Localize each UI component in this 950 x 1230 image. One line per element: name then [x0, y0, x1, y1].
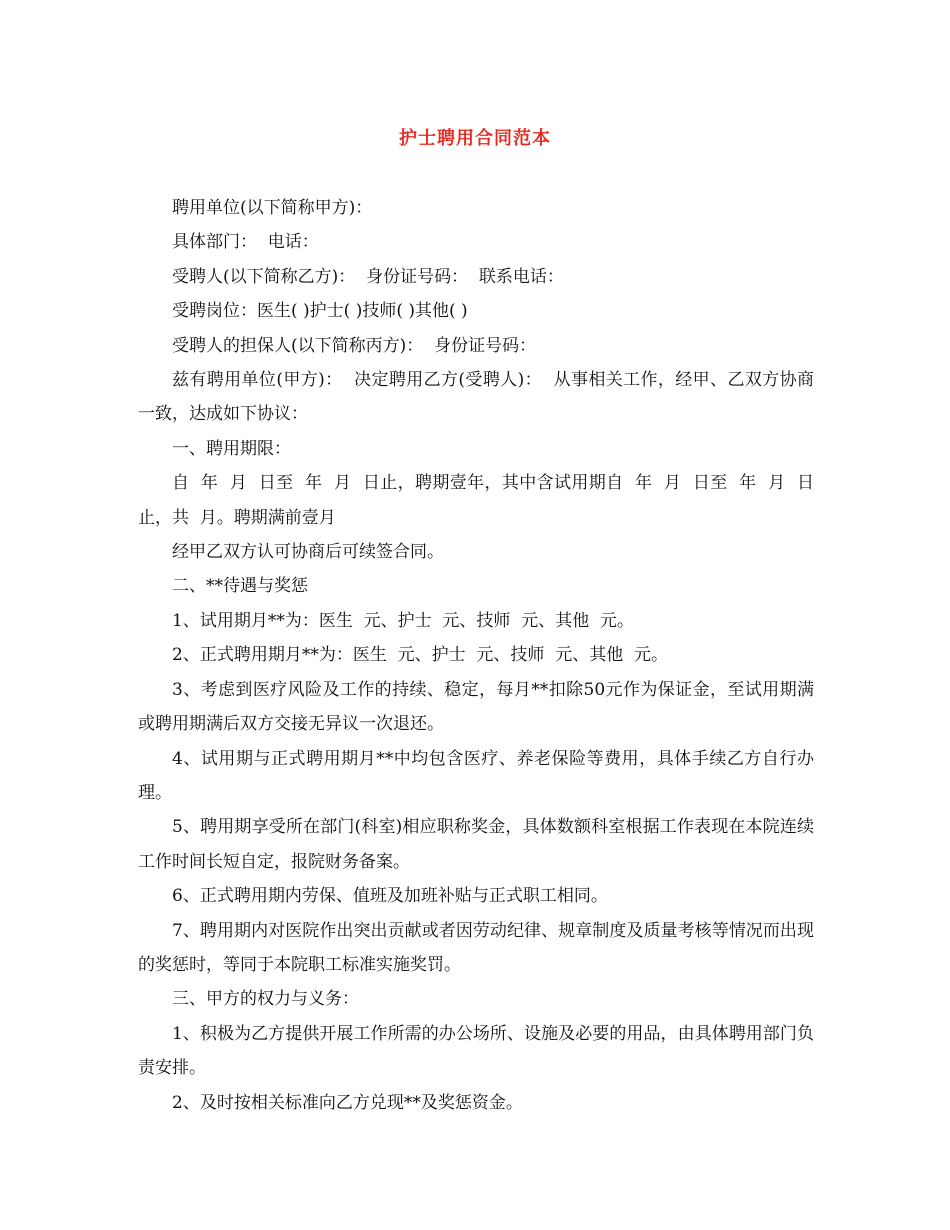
paragraph: 2、正式聘用期月**为：医生 元、护士 元、技师 元、其他 元。 — [172, 645, 669, 666]
paragraph: 1、积极为乙方提供开展工作所需的办公场所、设施及必要的用品，由具体聘用部门负责安排。 — [138, 1023, 814, 1079]
paragraph: 6、正式聘用期内劳保、值班及加班补贴与正式职工相同。 — [172, 886, 608, 907]
paragraph: 受聘岗位：医生( )护士( )技师( )其他( ) — [172, 301, 468, 322]
paragraph: 受聘人的担保人(以下简称丙方)： 身份证号码： — [172, 335, 537, 356]
section-heading: 三、甲方的权力与义务： — [172, 989, 359, 1010]
paragraph: 自 年 月 日至 年 月 日止，聘期壹年，其中含试用期自 年 月 日至 年 月 日止，共 月。聘期满前壹月 — [138, 473, 814, 528]
paragraph: 2、及时按相关标准向乙方兑现**及奖惩资金。 — [172, 1092, 523, 1113]
document-title: 护士聘用合同范本 — [399, 128, 551, 149]
paragraph: 具体部门： 电话： — [172, 232, 319, 253]
section-heading: 一、聘用期限： — [172, 438, 291, 459]
paragraph: 受聘人(以下简称乙方)： 身份证号码： 联系电话： — [172, 266, 564, 287]
paragraph: 4、试用期与正式聘用期月**中均包含医疗、养老保险等费用，具体手续乙方自行办理。 — [138, 748, 814, 803]
paragraph: 5、聘用期享受所在部门(科室)相应职称奖金，具体数额科室根据工作表现在本院连续工作时间长短自定，报院财务备案。 — [138, 817, 814, 872]
section-heading: 二、**待遇与奖惩 — [172, 576, 308, 597]
paragraph: 1、试用期月**为：医生 元、护士 元、技师 元、其他 元。 — [172, 610, 635, 631]
document-body — [138, 191, 814, 1120]
paragraph: 兹有聘用单位(甲方)： 决定聘用乙方(受聘人)： 从事相关工作，经甲、乙双方协商一致，达成如下协议： — [138, 370, 814, 425]
paragraph: 3、考虑到医疗风险及工作的持续、稳定，每月**扣除50元作为保证金，至试用期满或聘用期满后双方交接无异议一次退还。 — [138, 679, 814, 735]
paragraph: 7、聘用期内对医院作出突出贡献或者因劳动纪律、规章制度及质量考核等情况而出现的奖惩时，等同于本院职工标准实施奖罚。 — [138, 920, 814, 975]
paragraph: 聘用单位(以下简称甲方)： — [172, 198, 373, 218]
paragraph: 经甲乙双方认可协商后可续签合同。 — [172, 542, 444, 563]
